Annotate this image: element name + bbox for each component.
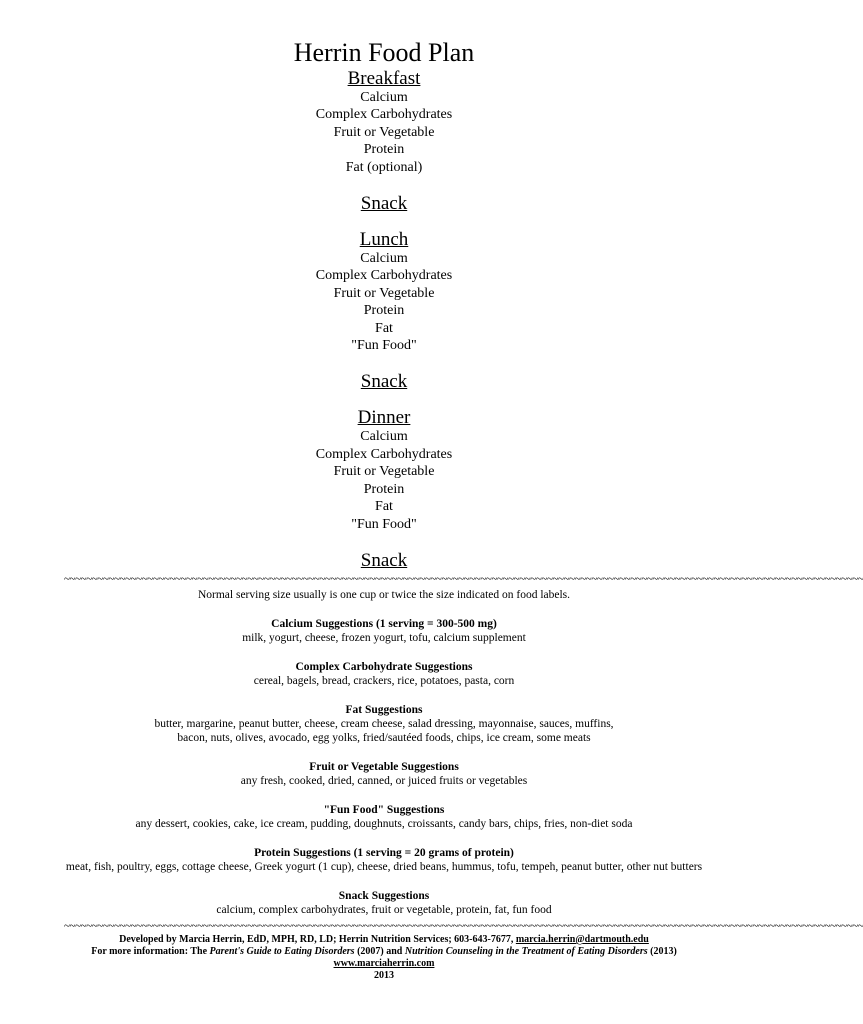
divider-top: ~~~~~~~~~~~~~~~~~~~~~~~~~~~~~~~~~~~~~~~~~~~~~~~~~~~~~~~~~~~~~~~~~~~~~~~~~~~~~~~~~~~~~~~~~~~~~~~~~~~~~~~~~~~~~~~~~~~~~~~~~~~~~~~~~~~~~~~~~~~~~~~~ <box>64 572 863 585</box>
dinner-item: Complex Carbohydrates <box>315 446 453 462</box>
suggestion-heading: Fruit or Vegetable Suggestions <box>309 760 459 773</box>
footer-info-text: For more information: The <box>91 945 210 957</box>
dinner-item: Protein <box>363 481 405 497</box>
dinner-section <box>0 407 768 532</box>
breakfast-section <box>0 68 768 176</box>
breakfast-item: Fruit or Vegetable <box>333 124 435 140</box>
footer-developed-line <box>0 934 768 946</box>
dinner-item: Fruit or Vegetable <box>333 464 435 480</box>
suggestion-text: cereal, bagels, bread, crackers, rice, potatoes, pasta, corn <box>253 674 515 687</box>
spacer <box>0 602 768 617</box>
footer <box>0 934 768 982</box>
suggestion-heading: Snack Suggestions <box>338 889 430 902</box>
lunch-item: Calcium <box>360 251 408 267</box>
lunch-heading: Lunch <box>359 229 409 251</box>
lunch-item: Fruit or Vegetable <box>333 285 435 301</box>
dinner-heading: Dinner <box>357 407 411 429</box>
lunch-item: Fat <box>375 320 393 336</box>
breakfast-item: Protein <box>363 142 405 158</box>
spacer <box>0 745 768 760</box>
spacer <box>0 688 768 703</box>
suggestion-text: butter, margarine, peanut butter, cheese, cream cheese, salad dressing, mayonnaise, sauces, muffins, <box>154 717 614 730</box>
book2-year: (2013) <box>647 945 677 957</box>
page-title: Herrin Food Plan <box>293 38 475 67</box>
snack-heading-evening: Snack <box>360 549 408 571</box>
lunch-item: Protein <box>363 303 405 319</box>
suggestion-text: meat, fish, poultry, eggs, cottage cheese, Greek yogurt (1 cup), cheese, dried beans, hummus, tofu, tempeh, peanut butter, other nut butters <box>65 860 703 873</box>
website-link[interactable]: www.marciaherrin.com <box>333 957 435 969</box>
breakfast-item: Fat (optional) <box>345 159 423 175</box>
breakfast-item: Calcium <box>360 90 408 105</box>
footer-developed-text: Developed by Marcia Herrin, EdD, MPH, RD, LD; Herrin Nutrition Services; 603-643-7677, <box>119 933 516 945</box>
suggestion-heading: Protein Suggestions (1 serving = 20 grams of protein) <box>254 846 514 859</box>
suggestion-complex-carbohydrate <box>0 660 768 688</box>
breakfast-item: Complex Carbohydrates <box>315 107 453 123</box>
serving-note: Normal serving size usually is one cup or twice the size indicated on food labels. <box>197 588 571 601</box>
dinner-item: Fat <box>375 499 393 515</box>
suggestion-protein <box>0 846 768 874</box>
spacer <box>0 831 768 846</box>
lunch-section <box>0 229 768 354</box>
suggestion-calcium <box>0 617 768 645</box>
book-title-parents-guide: Parent's Guide to Eating Disorders <box>209 945 355 957</box>
suggestion-text: any dessert, cookies, cake, ice cream, pudding, doughnuts, croissants, candy bars, chips, fries, non-diet soda <box>135 817 633 830</box>
suggestion-heading: "Fun Food" Suggestions <box>323 803 445 816</box>
footer-info-line <box>0 946 768 958</box>
breakfast-heading: Breakfast <box>347 68 421 89</box>
suggestion-text: bacon, nuts, olives, avocado, egg yolks, fried/sautéed foods, chips, ice cream, some meats <box>177 731 591 744</box>
dinner-item: "Fun Food" <box>351 516 417 532</box>
book1-year: (2007) and <box>354 945 405 957</box>
suggestion-text: milk, yogurt, cheese, frozen yogurt, tofu, calcium supplement <box>242 631 526 644</box>
dinner-item: Calcium <box>360 429 408 445</box>
lunch-item: Complex Carbohydrates <box>315 268 453 284</box>
divider-bottom: ~~~~~~~~~~~~~~~~~~~~~~~~~~~~~~~~~~~~~~~~~~~~~~~~~~~~~~~~~~~~~~~~~~~~~~~~~~~~~~~~~~~~~~~~~~~~~~~~~~~~~~~~~~~~~~~~~~~~~~~~~~~~~~~~~~~~~~~~~~~~~~~~ <box>64 919 863 932</box>
suggestion-snack <box>0 889 768 917</box>
spacer <box>0 874 768 889</box>
snack-heading-morning: Snack <box>360 193 408 215</box>
suggestion-fun-food <box>0 803 768 831</box>
email-link[interactable]: marcia.herrin@dartmouth.edu <box>515 933 649 945</box>
suggestion-fat <box>0 703 768 745</box>
footer-year: 2013 <box>374 969 394 981</box>
lunch-item: "Fun Food" <box>351 338 417 354</box>
snack-heading-afternoon: Snack <box>360 371 408 393</box>
spacer <box>0 645 768 660</box>
suggestion-fruit-vegetable <box>0 760 768 788</box>
suggestion-text: calcium, complex carbohydrates, fruit or vegetable, protein, fat, fun food <box>216 903 552 916</box>
suggestion-heading: Fat Suggestions <box>345 703 423 716</box>
suggestion-text: any fresh, cooked, dried, canned, or juiced fruits or vegetables <box>240 774 528 787</box>
suggestion-heading: Complex Carbohydrate Suggestions <box>295 660 473 673</box>
book-title-nutrition-counseling: Nutrition Counseling in the Treatment of Eating Disorders <box>404 945 648 957</box>
suggestion-heading: Calcium Suggestions (1 serving = 300-500 mg) <box>271 617 497 630</box>
spacer <box>0 788 768 803</box>
